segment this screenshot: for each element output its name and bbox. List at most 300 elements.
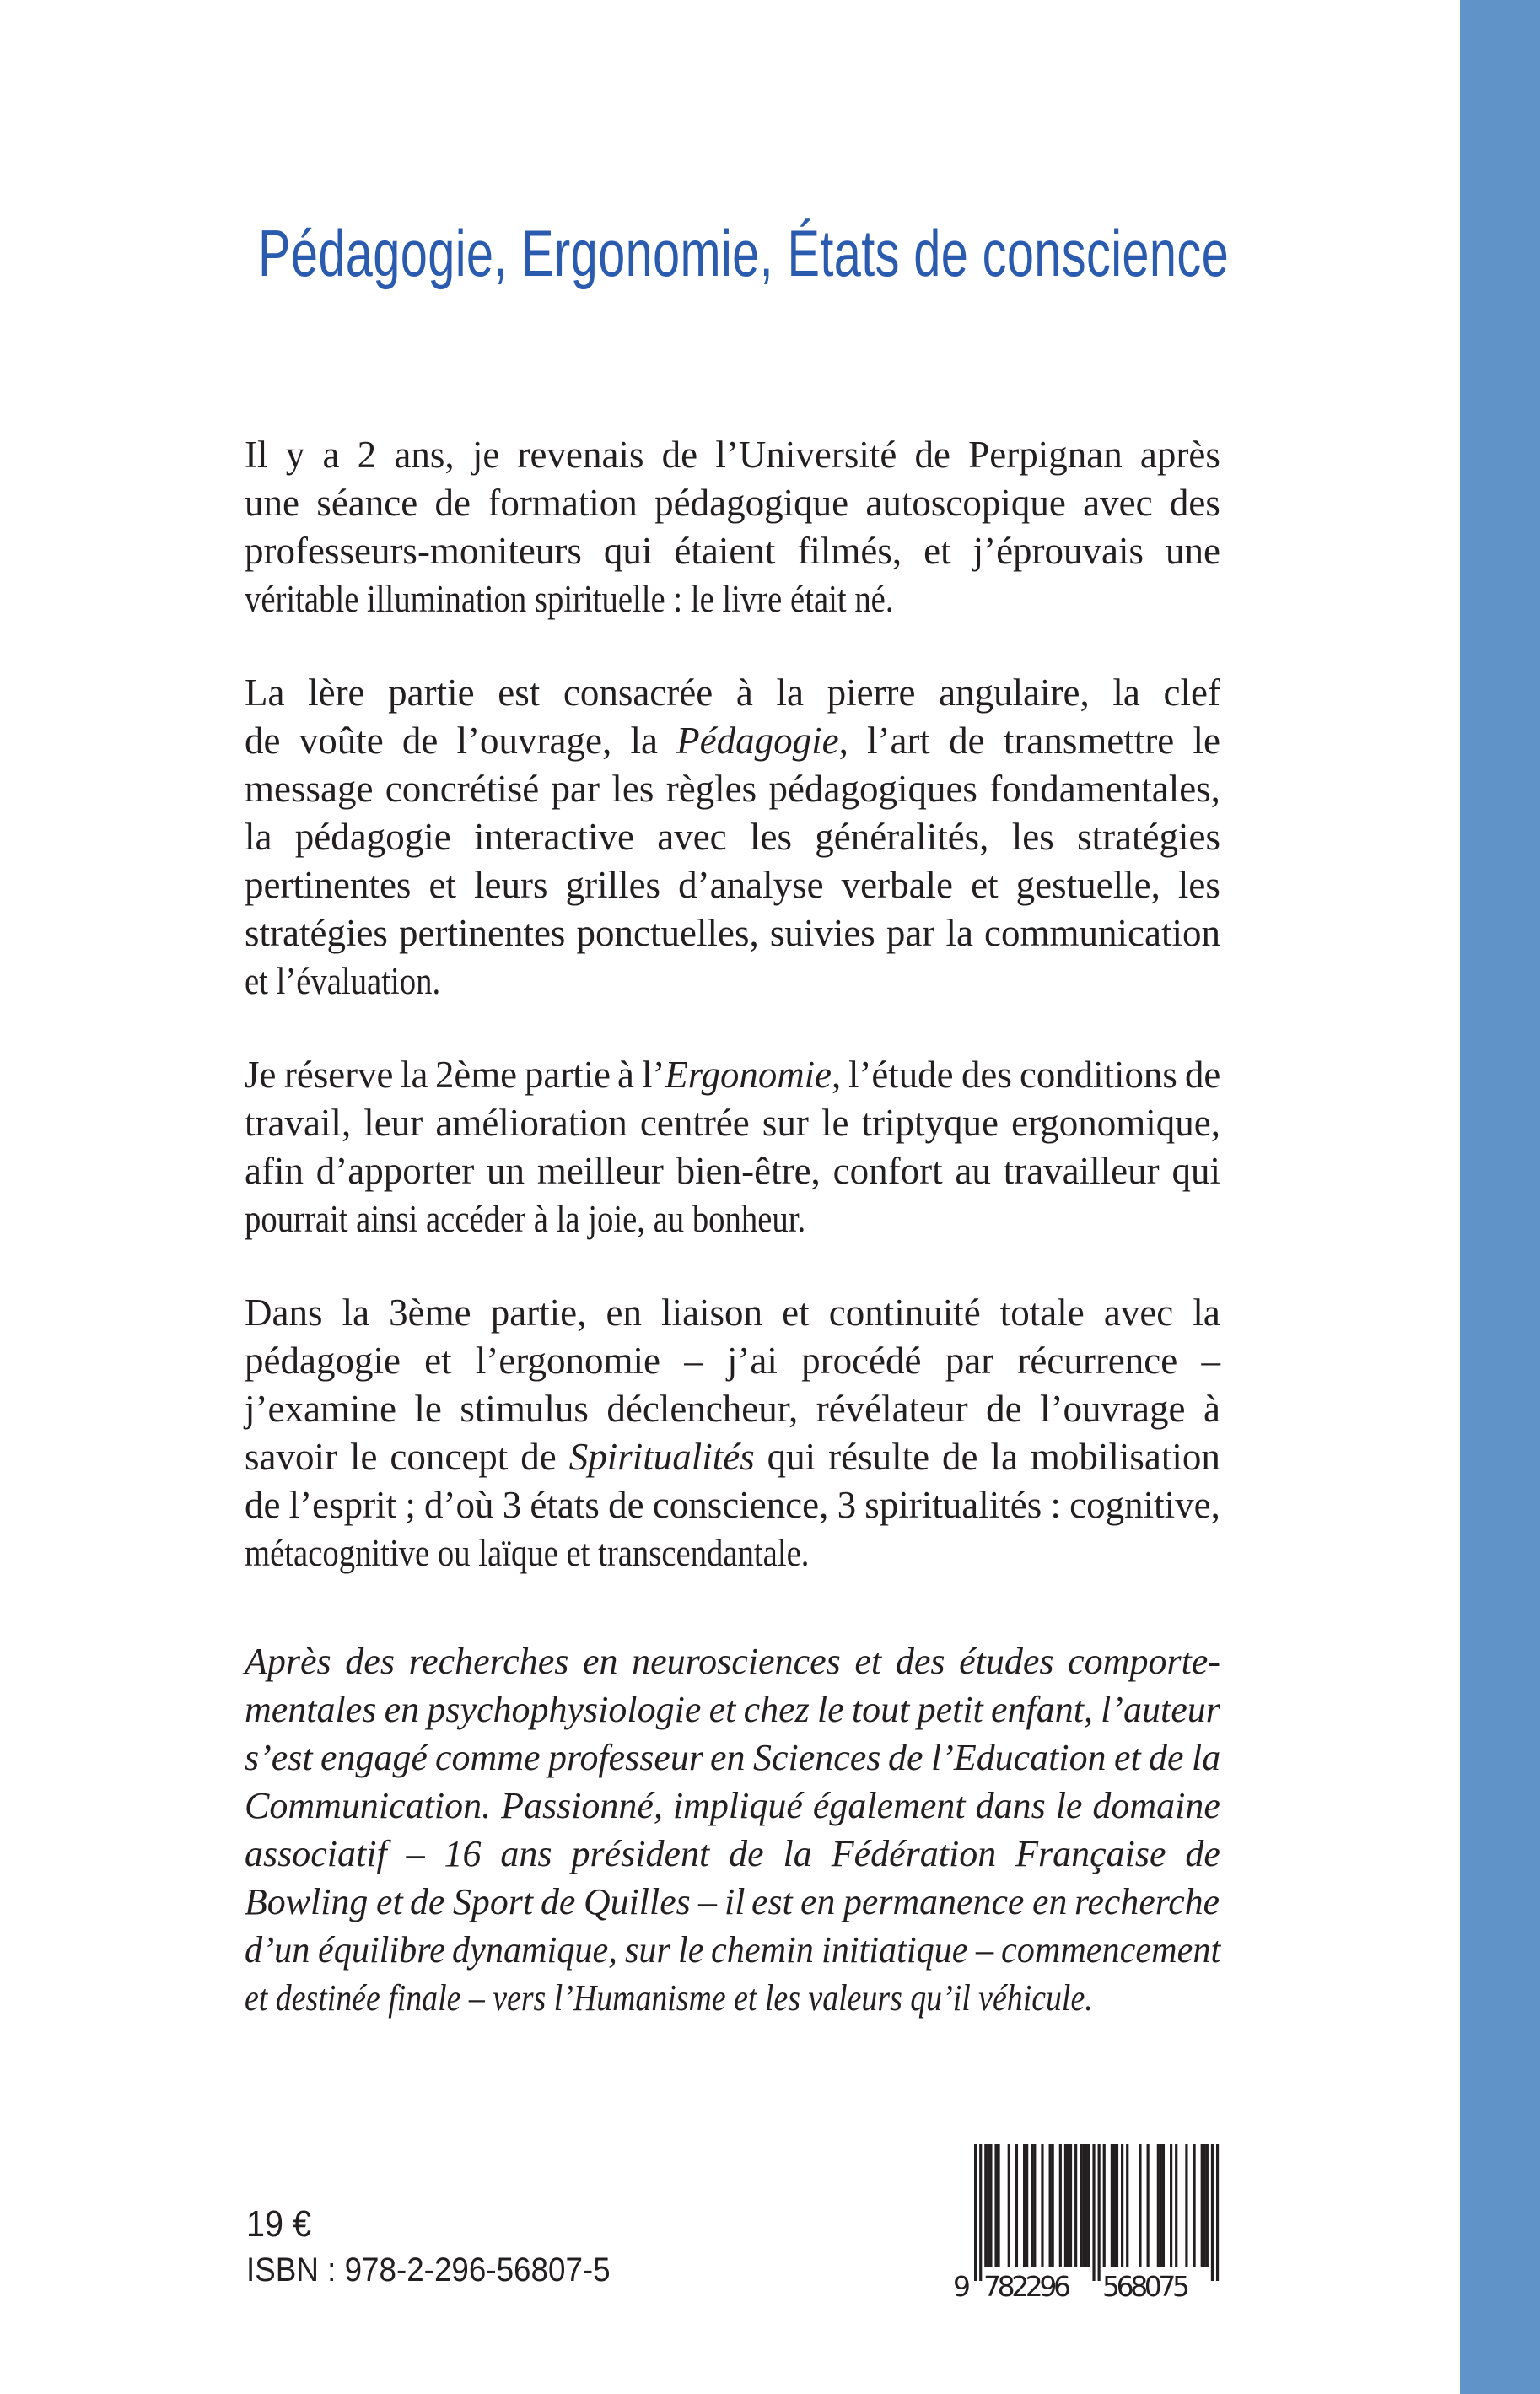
word: : [1050, 1484, 1061, 1526]
word: le [1055, 1785, 1083, 1826]
text-line [245, 669, 1220, 717]
text-line [245, 1782, 1220, 1830]
word: stratégies [1077, 816, 1220, 858]
word: domaine [1092, 1785, 1220, 1826]
word: neurosciences [632, 1641, 841, 1682]
word: et [245, 960, 268, 1002]
word: sur [762, 1102, 809, 1144]
word: et [923, 530, 951, 572]
word: de [914, 434, 951, 476]
word: partie, [490, 1291, 587, 1334]
word: est [498, 671, 541, 714]
isbn-barcode [953, 2143, 1231, 2299]
word: Dans [245, 1291, 323, 1334]
word: au [955, 1150, 991, 1192]
word: savoir [245, 1436, 337, 1478]
word: le [349, 1436, 378, 1478]
word: leur [363, 1102, 423, 1144]
isbn: ISBN : 978-2-296-56807-5 [246, 2251, 611, 2289]
word: Pédagogie, [676, 720, 848, 762]
word: récurrence [1017, 1340, 1178, 1382]
text-line [245, 527, 1220, 575]
word: concept [390, 1436, 509, 1478]
word: et [424, 1340, 452, 1382]
word: pertinentes [245, 864, 412, 906]
word: centrée [639, 1102, 750, 1144]
synopsis-paragraph [245, 1289, 1220, 1577]
word: psychophysiologie [427, 1689, 702, 1730]
word: des [1169, 482, 1220, 524]
word: révélateur [816, 1388, 968, 1430]
word: tout [851, 1689, 910, 1730]
word: déclencheur, [606, 1388, 799, 1430]
word: professeur [547, 1737, 703, 1778]
word: au [653, 1198, 685, 1240]
word: – [684, 1340, 703, 1382]
word: fondamentales, [989, 768, 1220, 810]
word: lère [308, 671, 365, 714]
word: stimulus [460, 1388, 589, 1430]
word: Je [245, 1054, 277, 1096]
word: pédagogiques [768, 768, 977, 810]
word: études [959, 1641, 1054, 1682]
word: de [410, 1881, 445, 1922]
word: de [942, 1436, 978, 1478]
word: des [895, 1641, 945, 1682]
word: dynamique, [452, 1929, 618, 1971]
text-line [245, 431, 1220, 479]
word: la [1193, 1291, 1220, 1334]
word: d’apporter [315, 1150, 475, 1192]
word: initiatique [821, 1929, 968, 1971]
word: à [1203, 1388, 1220, 1430]
word: président [571, 1833, 710, 1874]
text-line [245, 1051, 1220, 1099]
spine-color-band [1460, 0, 1540, 2394]
word: les [1177, 864, 1220, 906]
word: ; [405, 1484, 416, 1526]
word: séance [316, 482, 418, 524]
word: véhicule. [978, 1977, 1093, 2019]
text-line [245, 1637, 1220, 1685]
word: l’Université [715, 434, 897, 476]
word: finale [388, 1977, 461, 2019]
emphasis: Spiritualités [568, 1436, 755, 1478]
word: transmettre [1003, 720, 1175, 762]
word: de [434, 482, 471, 524]
word: je [471, 434, 500, 476]
word: l’Ergonomie, [642, 1054, 842, 1096]
word: 3 [502, 1484, 522, 1526]
word: les [611, 768, 654, 810]
word: procédé [801, 1340, 922, 1382]
word: ans, [394, 434, 455, 476]
word: travail, [245, 1102, 352, 1144]
word: continuité [828, 1291, 981, 1334]
word: les [764, 1977, 800, 2019]
word: après [1139, 434, 1220, 476]
word: amélioration [435, 1102, 627, 1144]
word: commencement [1000, 1929, 1221, 1971]
word: le [677, 1929, 704, 1971]
word: j’examine [245, 1388, 396, 1430]
word: par [945, 1340, 994, 1382]
word: Après [245, 1641, 331, 1682]
word: de [608, 1484, 644, 1526]
word: : [673, 578, 683, 620]
text-line [245, 909, 1220, 957]
word: l’ouvrage, [456, 720, 612, 762]
word: bonheur. [692, 1198, 806, 1240]
text-line [245, 1481, 1220, 1529]
word: 3 [837, 1484, 857, 1526]
word: à [533, 1198, 548, 1240]
word: et [1114, 1737, 1141, 1778]
word: confort [832, 1150, 943, 1192]
word: la [630, 720, 658, 762]
word: revenais [517, 434, 644, 476]
word: valeurs [808, 1977, 902, 2019]
word: ainsi [356, 1198, 418, 1240]
word: le [816, 1689, 844, 1730]
word: 16 [444, 1833, 482, 1874]
word: 3ème [389, 1291, 471, 1334]
word: à [617, 1054, 635, 1096]
word: de [401, 720, 439, 762]
word: j’éprouvais [972, 530, 1144, 572]
author-bio [245, 1637, 1220, 2022]
text-line [245, 861, 1220, 909]
text-line [245, 1974, 1093, 2022]
price: 19 € [246, 2203, 312, 2245]
word: l’ouvrage [1040, 1388, 1186, 1430]
word: impliqué [672, 1785, 803, 1826]
text-line [245, 575, 1084, 623]
word: règles [665, 768, 757, 810]
barcode-first-digit: 9 [953, 2270, 971, 2299]
word: chez [743, 1689, 810, 1730]
word: accéder [425, 1198, 526, 1240]
word: illumination [367, 578, 527, 620]
word: les [749, 816, 792, 858]
word: la [342, 1291, 370, 1334]
word: véritable [245, 578, 359, 620]
word: réserve [283, 1054, 394, 1096]
word: né. [854, 578, 894, 620]
word: l’art [867, 720, 930, 762]
word: afin [245, 1150, 304, 1192]
word: totale [999, 1291, 1085, 1334]
word: en [384, 1689, 420, 1730]
word: le [1193, 720, 1220, 762]
word: comporte- [1068, 1641, 1220, 1682]
word: bien-être, [676, 1150, 821, 1192]
word: la [556, 1198, 580, 1240]
word: de [1185, 1833, 1220, 1874]
word: l’étude [848, 1054, 954, 1096]
word: Sport [453, 1881, 534, 1922]
word: il [724, 1881, 745, 1922]
text-line [245, 1733, 1220, 1782]
word: cognitive, [1069, 1484, 1220, 1526]
word: qui [1171, 1150, 1220, 1192]
barcode-left-digits: 782296 [983, 2270, 1071, 2299]
word: est [751, 1881, 794, 1922]
word: mentales [245, 1689, 377, 1730]
word: résulte [828, 1436, 930, 1478]
word: et [375, 1881, 403, 1922]
word: équilibre [317, 1929, 445, 1971]
word: conscience, [652, 1484, 829, 1526]
word: la [1191, 1737, 1221, 1778]
word: ou [437, 1532, 471, 1574]
word: qui [767, 1436, 816, 1478]
word: pédagogique [654, 482, 849, 524]
word: la [776, 671, 804, 714]
word: suivies [769, 912, 875, 954]
text-line [245, 1195, 1084, 1243]
word: qu’il [910, 1977, 971, 2019]
word: et [428, 864, 456, 906]
word: par [551, 768, 600, 810]
word: professeurs-moniteurs [245, 530, 582, 572]
word: la [401, 1054, 428, 1096]
text-line [245, 1289, 1220, 1337]
word: le [690, 578, 714, 620]
word: en [606, 1291, 642, 1334]
word: Perpignan [968, 434, 1123, 476]
word: verbale [841, 864, 954, 906]
word: de [661, 434, 698, 476]
text-line [245, 1147, 1220, 1195]
word: transcendantale. [598, 1532, 810, 1574]
word: autoscopique [865, 482, 1066, 524]
word: partie [388, 671, 475, 714]
word: l’évaluation. [276, 960, 441, 1002]
word: en [800, 1881, 836, 1922]
word: de [729, 1833, 764, 1874]
emphasis: Ergonomie [665, 1054, 832, 1096]
word: de [245, 1484, 281, 1526]
word: avec [1083, 482, 1153, 524]
word: de [245, 720, 281, 762]
word: des [345, 1641, 395, 1682]
word: spiritualités [864, 1484, 1042, 1526]
word: travailleur [1003, 1150, 1160, 1192]
word: également [812, 1785, 966, 1826]
word: de [986, 1388, 1022, 1430]
word: sur [625, 1929, 670, 1971]
word: pierre [827, 671, 916, 714]
word: petit [917, 1689, 983, 1730]
word: Communication. [245, 1785, 492, 1826]
word: avec [1103, 1291, 1174, 1334]
word: l’auteur [1101, 1689, 1220, 1730]
word: était [790, 578, 847, 620]
word: triptyque [861, 1102, 999, 1144]
word: angulaire, [939, 671, 1090, 714]
word: de [888, 1737, 923, 1778]
word: Il [245, 434, 268, 476]
word: formation [487, 482, 638, 524]
word: Française [1015, 1833, 1166, 1874]
word: joie, [588, 1198, 645, 1240]
word: s’est [245, 1737, 313, 1778]
word: et [971, 864, 999, 906]
word: états [530, 1484, 600, 1526]
synopsis [245, 431, 1220, 1577]
word: clef [1163, 671, 1220, 714]
word: métacognitive [245, 1532, 430, 1574]
word: a [322, 434, 340, 476]
word: ans [500, 1833, 552, 1874]
word: engagé [320, 1737, 428, 1778]
word: conditions [1019, 1054, 1177, 1096]
word: l’ergonomie [475, 1340, 660, 1382]
synopsis-paragraph [245, 669, 1220, 1006]
word [569, 1433, 755, 1481]
word: permanence [843, 1881, 1025, 1922]
word: la [945, 912, 973, 954]
word: pédagogie [245, 1340, 401, 1382]
text-line [245, 813, 1220, 861]
word: étaient [674, 530, 776, 572]
word: Passionné, [501, 1785, 663, 1826]
word: à [735, 671, 753, 714]
word: spirituelle [534, 578, 665, 620]
word: d’où [424, 1484, 494, 1526]
word: la [990, 1436, 1018, 1478]
word: recherche [1074, 1881, 1220, 1922]
word: le [821, 1102, 849, 1144]
word: laïque [478, 1532, 558, 1574]
text-line [245, 957, 1084, 1006]
text-line [245, 1685, 1220, 1733]
text-line [245, 1433, 1220, 1481]
word: y [285, 434, 305, 476]
word: et [734, 1977, 757, 2019]
word: comme [434, 1737, 541, 1778]
barcode-right-digits: 568075 [1102, 2270, 1190, 2299]
word: associatif [245, 1833, 387, 1874]
word: une [245, 482, 299, 524]
word: – [697, 1881, 717, 1922]
word: destinée [275, 1977, 380, 2019]
word: concrétisé [385, 768, 540, 810]
word: de [520, 1436, 557, 1478]
word: la [1112, 671, 1140, 714]
word: pourrait [245, 1198, 348, 1240]
word: – [468, 1977, 485, 2019]
word: filmés, [797, 530, 902, 572]
word: ergonomique, [1011, 1102, 1220, 1144]
word: d’analyse [678, 864, 824, 906]
word: Sciences [753, 1737, 881, 1778]
word: l’Humanisme [553, 1977, 726, 2019]
word: et [708, 1689, 736, 1730]
word: 2 [357, 434, 377, 476]
word: de [949, 720, 985, 762]
word: livre [722, 578, 783, 620]
word: meilleur [536, 1150, 664, 1192]
word: stratégies [245, 912, 388, 954]
word: voûte [299, 720, 384, 762]
word: recherches [408, 1641, 569, 1682]
word: – [975, 1929, 993, 1971]
word: communication [984, 912, 1220, 954]
word: pertinentes [399, 912, 566, 954]
word: – [1201, 1340, 1220, 1382]
word: qui [603, 530, 653, 572]
word: ponctuelles, [576, 912, 759, 954]
word: une [1166, 530, 1220, 572]
word: en [710, 1737, 746, 1778]
word: un [487, 1150, 525, 1192]
word: grilles [565, 864, 661, 906]
word: interactive [474, 816, 634, 858]
text-line [245, 1099, 1220, 1147]
text-line [245, 1830, 1220, 1878]
text-line [245, 1878, 1220, 1926]
word: avec [657, 816, 727, 858]
text-line [245, 479, 1220, 527]
word: de [1149, 1737, 1184, 1778]
word: liaison [661, 1291, 763, 1334]
word: la [783, 1833, 812, 1874]
word: j’ai [726, 1340, 778, 1382]
emphasis: Pédagogie [676, 720, 839, 762]
synopsis-paragraph [245, 1051, 1220, 1243]
word: mobilisation [1030, 1436, 1220, 1478]
word: et [245, 1977, 268, 2019]
word: leurs [474, 864, 548, 906]
word: et [782, 1291, 810, 1334]
word: Quilles [583, 1881, 691, 1922]
word: message [245, 768, 374, 810]
word: généralités, [815, 816, 989, 858]
word: de [541, 1881, 576, 1922]
word: – [406, 1833, 425, 1874]
word: par [886, 912, 935, 954]
word: de [1185, 1054, 1221, 1096]
synopsis-paragraph [245, 431, 1220, 623]
book-title: Pédagogie, Ergonomie, États de conscience [258, 216, 1230, 290]
word: l’Education [931, 1737, 1107, 1778]
word: en [582, 1641, 618, 1682]
text-line [245, 1337, 1220, 1385]
word: 2ème [435, 1054, 518, 1096]
word: enfant, [990, 1689, 1093, 1730]
word: d’un [245, 1929, 310, 1971]
word: dans [975, 1785, 1046, 1826]
word: consacrée [563, 671, 713, 714]
word: l’esprit [288, 1484, 397, 1526]
word: La [245, 671, 285, 714]
text-line [245, 1385, 1220, 1433]
word: en [1031, 1881, 1067, 1922]
word: et [566, 1532, 590, 1574]
text-line [245, 1926, 1220, 1974]
word: les [1011, 816, 1054, 858]
word: la [245, 816, 272, 858]
word: pédagogie [294, 816, 451, 858]
word: des [961, 1054, 1012, 1096]
word: et [854, 1641, 882, 1682]
text-line [245, 765, 1220, 813]
word: partie [524, 1054, 611, 1096]
word: chemin [711, 1929, 815, 1971]
word: Fédération [831, 1833, 997, 1874]
